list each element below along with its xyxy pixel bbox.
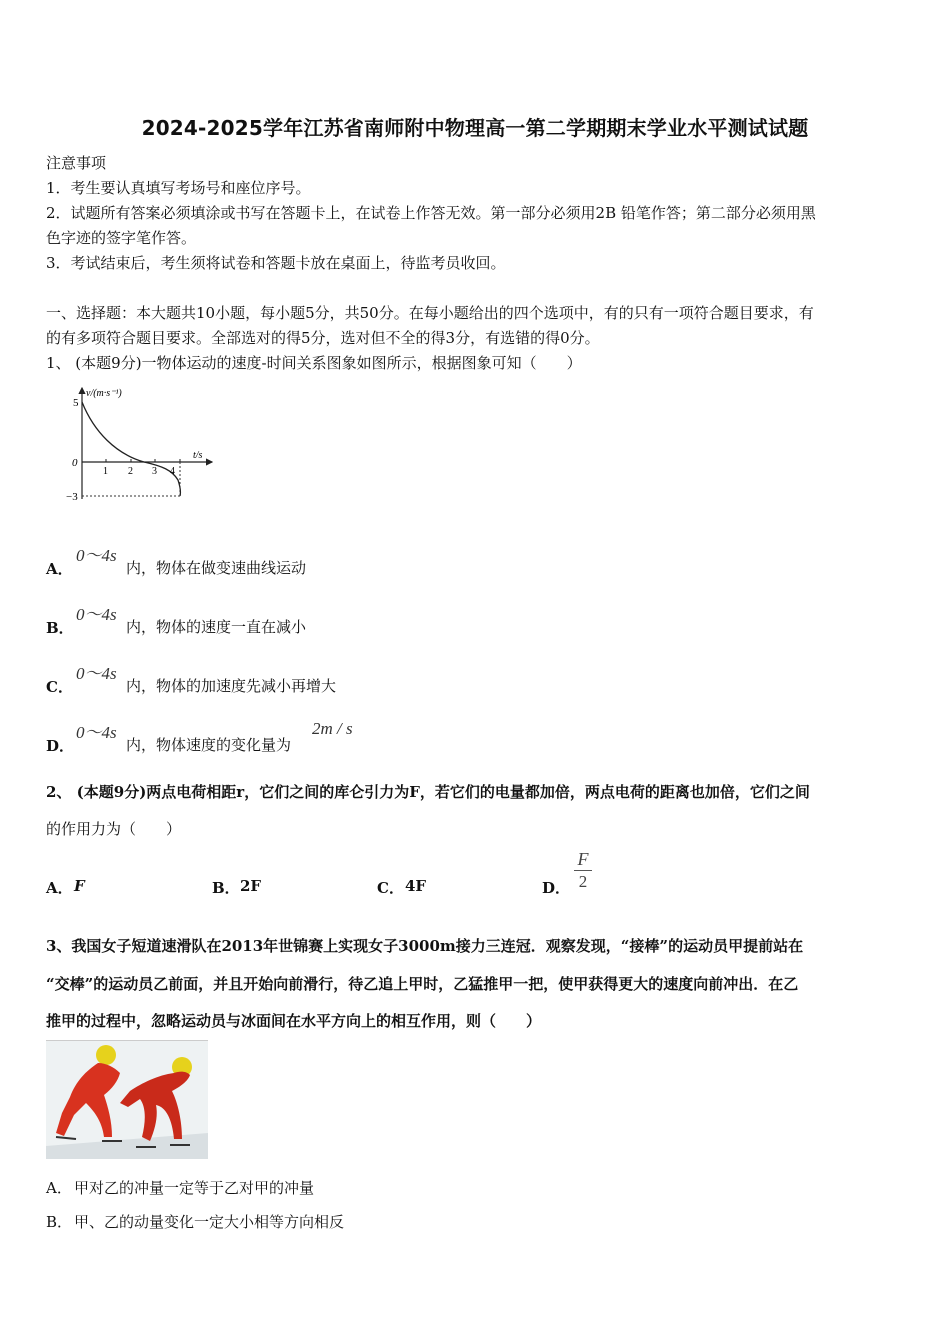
y-axis-label: v/(m·s⁻¹) <box>86 388 122 399</box>
question-3-stem: 3、我国女子短道速滑队在2013年世锦赛上实现女子3000m接力三连冠．观察发现，“接棒”的运动员甲提前站在 <box>46 937 804 955</box>
section-intro: 的有多项符合题目要求。全部选对的得5分，选对但不全的得3分，有选错的得0分。 <box>46 329 600 347</box>
x-tick-label: 4 <box>170 466 175 477</box>
option-text: 2F <box>240 877 262 895</box>
x-axis-label: t/s <box>193 450 203 461</box>
question-1-stem: 1、 (本题9分)一物体运动的速度-时间关系图象如图所示，根据图象可知（ ） <box>46 354 582 372</box>
skaters-illustration <box>46 1041 208 1159</box>
fraction-denominator: 2 <box>578 872 588 891</box>
skaters-photo <box>46 1040 208 1159</box>
option-text: 内，物体的加速度先减小再增大 <box>126 677 337 695</box>
option-letter: D． <box>542 879 571 897</box>
option-letter: C． <box>377 879 404 897</box>
notice-item: 色字迹的签字笔作答。 <box>46 229 197 247</box>
y-tick-label: −3 <box>66 491 78 503</box>
page-title: 2024-2025学年江苏省南师附中物理高一第二学期期末学业水平测试试题 <box>141 116 809 140</box>
option-letter: B． <box>46 619 74 637</box>
question-2-stem: 2、 (本题9分)两点电荷相距r，它们之间的库仑引力为F，若它们的电量都加倍，两点电荷的距离也加倍，它们之间 <box>46 783 810 801</box>
option-letter: D． <box>46 737 75 755</box>
velocity-time-graph <box>60 382 220 507</box>
x-tick-label: 1 <box>103 466 108 477</box>
x-tick-label: 3 <box>152 466 157 477</box>
fraction-f-over-2 <box>572 849 594 891</box>
origin-label: 0 <box>72 457 78 469</box>
notice-item: 3．考试结束后，考生须将试卷和答题卡放在桌面上，待监考员收回。 <box>46 254 506 272</box>
notice-heading: 注意事项 <box>46 154 107 172</box>
time-range: 0～4s <box>76 605 117 624</box>
question-3-stem: “交棒”的运动员乙前面，并且开始向前滑行，待乙追上甲时，乙猛推甲一把，使甲获得更大的速度向前冲出．在乙 <box>46 975 799 993</box>
option-text: F <box>74 877 85 895</box>
option-text: 甲、乙的动量变化一定大小相等方向相反 <box>74 1213 345 1231</box>
option-letter: A． <box>46 1179 72 1197</box>
notice-item: 2．试题所有答案必须填涂或书写在答题卡上，在试卷上作答无效。第一部分必须用2B 铅笔作答；第二部分必须用黑 <box>46 204 816 222</box>
time-range: 0～4s <box>76 546 117 565</box>
section-intro: 一、选择题：本大题共10小题，每小题5分，共50分。在每小题给出的四个选项中，有的只有一项符合题目要求，有 <box>46 304 814 322</box>
option-text: 甲对乙的冲量一定等于乙对甲的冲量 <box>74 1179 315 1197</box>
option-text: 4F <box>405 877 427 895</box>
option-letter: A． <box>46 879 73 897</box>
velocity-curve <box>82 402 180 496</box>
option-text: 内，物体的速度一直在减小 <box>126 618 307 636</box>
velocity-change-value: 2m / s <box>312 719 353 738</box>
option-letter: A． <box>46 560 73 578</box>
fraction-numerator: F <box>577 849 589 869</box>
notice-item: 1．考生要认真填写考场号和座位序号。 <box>46 179 311 197</box>
option-text: 内，物体速度的变化量为 <box>126 736 292 754</box>
option-letter: B． <box>212 879 240 897</box>
question-3-stem: 推甲的过程中，忽略运动员与冰面间在水平方向上的相互作用，则（ ） <box>46 1012 542 1030</box>
option-letter: B． <box>46 1213 73 1231</box>
option-text: 内，物体在做变速曲线运动 <box>126 559 307 577</box>
time-range: 0～4s <box>76 723 117 742</box>
y-tick-label: 5 <box>73 397 79 409</box>
helmet <box>96 1045 116 1065</box>
time-range: 0～4s <box>76 664 117 683</box>
x-tick-label: 2 <box>128 466 133 477</box>
option-letter: C． <box>46 678 73 696</box>
question-2-stem: 的作用力为（ ） <box>46 820 182 838</box>
